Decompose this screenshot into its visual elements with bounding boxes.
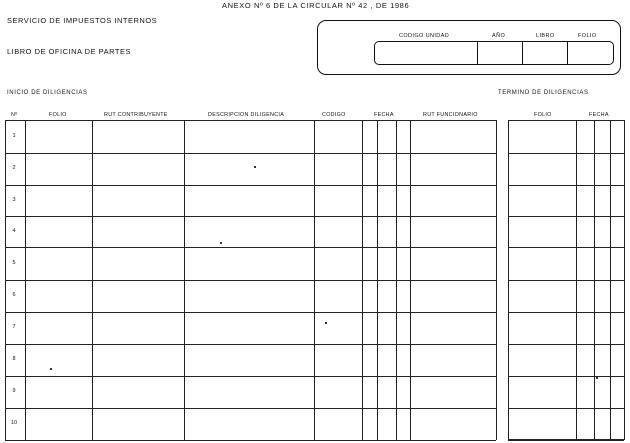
column-line: [362, 120, 363, 440]
scan-speck: [596, 377, 598, 379]
row-line: [508, 185, 624, 186]
row-line: [5, 408, 496, 409]
divider: [522, 41, 523, 65]
column-line: [314, 120, 315, 440]
row-line: [508, 408, 624, 409]
column-line: [5, 120, 6, 440]
row-number: 8: [12, 356, 16, 362]
row-line: [5, 153, 496, 154]
column-line: [184, 120, 185, 440]
organization-name: SERVICIO DE IMPUESTOS INTERNOS: [7, 16, 158, 25]
row-number: 4: [12, 227, 16, 234]
column-line: [576, 120, 577, 440]
row-line: [5, 120, 496, 121]
row-number: 3: [12, 196, 16, 203]
row-number: 6: [12, 292, 16, 298]
row-line: [5, 376, 496, 377]
column-line: [624, 120, 625, 440]
col-header-code: CODIGO: [322, 112, 346, 118]
row-number: 10: [10, 420, 18, 426]
scan-speck: [325, 322, 327, 324]
folio-label: FOLIO: [578, 33, 597, 39]
row-line: [5, 344, 496, 345]
divider: [477, 41, 478, 65]
column-line: [508, 120, 509, 440]
row-line: [508, 247, 624, 248]
book-title: LIBRO DE OFICINA DE PARTES: [7, 47, 131, 56]
row-line: [508, 312, 624, 313]
row-line: [5, 312, 496, 313]
row-line: [5, 280, 496, 281]
divider: [567, 41, 568, 65]
scan-speck: [254, 166, 256, 168]
row-number: 9: [12, 388, 16, 394]
row-line: [508, 120, 624, 121]
col-header-end-date: FECHA: [589, 112, 609, 118]
unit-code-label: CODIGO UNIDAD: [399, 33, 450, 39]
row-line: [5, 185, 496, 186]
row-number: 5: [12, 259, 16, 266]
year-label: AÑO: [492, 33, 506, 39]
col-header-folio: FOLIO: [49, 112, 67, 118]
row-line: [5, 440, 496, 441]
row-number: 2: [12, 165, 16, 171]
row-line: [508, 153, 624, 154]
row-line: [508, 344, 624, 345]
section-end-heading: TERMINO DE DILIGENCIAS: [498, 90, 589, 96]
row-line: [508, 216, 624, 217]
unit-info-fields[interactable]: [374, 41, 614, 65]
section-start-heading: INICIO DE DILIGENCIAS: [7, 90, 88, 96]
row-number: 1: [12, 132, 16, 139]
col-header-taxpayer-rut: RUT CONTRIBUYENTE: [104, 112, 168, 118]
col-header-end-folio: FOLIO: [534, 112, 552, 118]
scan-speck: [50, 368, 52, 370]
column-line: [496, 120, 497, 440]
col-header-number: Nº: [11, 112, 18, 118]
annex-title: ANEXO Nº 6 DE LA CIRCULAR Nº 42 , DE 1986: [222, 1, 410, 10]
column-line: [377, 120, 378, 440]
row-line: [508, 280, 624, 281]
column-line: [410, 120, 411, 440]
column-line: [396, 120, 397, 440]
column-line: [92, 120, 93, 440]
col-header-date: FECHA: [374, 112, 394, 118]
row-line: [5, 247, 496, 248]
row-number: 7: [12, 324, 16, 330]
column-line: [594, 120, 595, 440]
table-edge: [508, 439, 624, 441]
row-line: [5, 216, 496, 217]
col-header-officer-rut: RUT FUNCIONARIO: [423, 112, 478, 118]
col-header-description: DESCRIPCION DILIGENCIA: [208, 112, 285, 118]
column-line: [25, 120, 26, 440]
column-line: [610, 120, 611, 440]
row-line: [508, 376, 624, 377]
book-label: LIBRO: [536, 33, 555, 39]
scan-speck: [220, 242, 222, 244]
